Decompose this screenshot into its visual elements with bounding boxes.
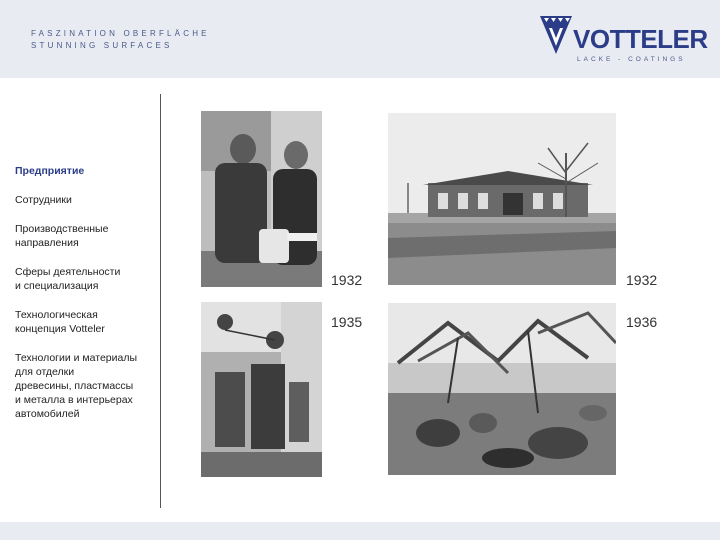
photo-factory-building-1932 — [388, 113, 616, 285]
logo-wordmark: VOTTELER — [573, 24, 708, 54]
year-label: 1932 — [331, 272, 363, 288]
year-label: 1932 — [626, 272, 658, 288]
nav-item-technology-concept[interactable]: Технологическая концепция Votteler — [15, 309, 105, 335]
footer-band — [0, 522, 720, 540]
nav-item-company[interactable]: Предприятие — [15, 165, 85, 177]
nav-item-employees[interactable]: Сотрудники — [15, 194, 72, 206]
tagline-line2: STUNNING SURFACES — [31, 41, 173, 50]
year-label: 1936 — [626, 314, 658, 330]
year-label: 1935 — [331, 314, 363, 330]
logo-subtitle: LACKE - COATINGS — [577, 56, 686, 63]
vertical-divider — [160, 94, 161, 508]
v-emblem-icon — [540, 16, 572, 54]
nav-item-technologies-materials[interactable]: Технологии и материалы для отделки древесины, пластмассы и металла в интерьерах автомобилей — [15, 352, 138, 420]
header-band — [0, 0, 720, 78]
votteler-logo[interactable] — [536, 14, 708, 70]
photo-destroyed-factory-1936 — [388, 303, 616, 475]
nav-item-production-directions[interactable]: Производственные направления — [15, 223, 109, 249]
nav-item-fields-of-activity[interactable]: Сферы деятельности и специализация — [15, 266, 121, 292]
photo-workshop-1935 — [201, 302, 322, 477]
photo-workers-1932 — [201, 111, 322, 287]
tagline-line1: FASZINATION OBERFLÄCHE — [31, 29, 210, 38]
